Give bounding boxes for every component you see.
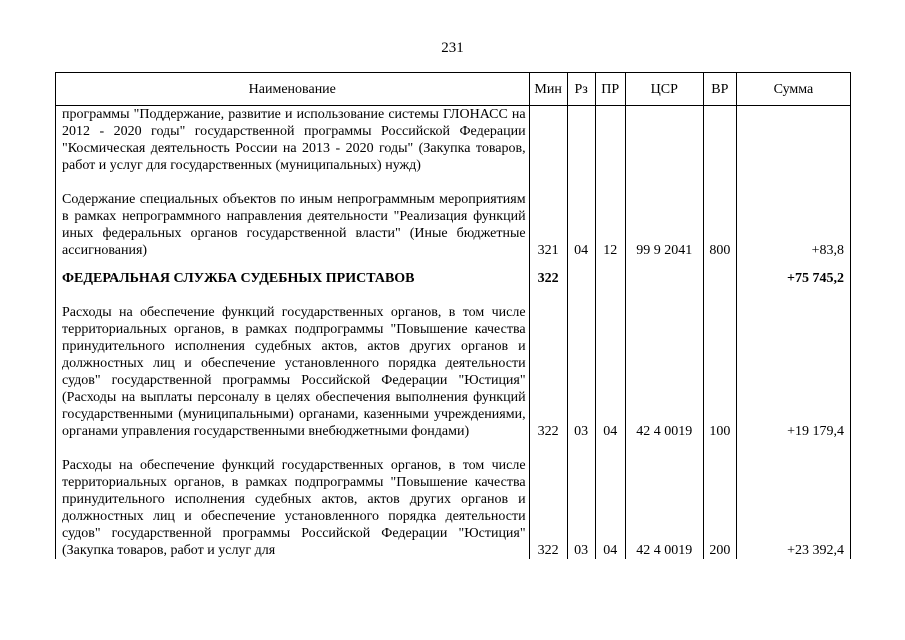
row-min: 321 [529,191,567,259]
row-csr [625,270,703,287]
row-name: Расходы на обеспечение функций государственных органов, в том числе территориальных органов, в рамках подпрограммы "Повышение качества принудительного исполнения судебных актов, актов других органов и должностных лиц и обеспечение установленного порядка деятельности судов" государственной программы Российской Федерации "Юстиция" (Закупка товаров, работ и услуг для [56,457,530,559]
header-csr: ЦСР [625,73,703,106]
row-sum: +75 745,2 [736,270,850,287]
row-rz [567,270,595,287]
row-spacer [56,440,851,457]
row-vr: 800 [703,191,736,259]
row-sum: +83,8 [736,191,850,259]
table-row [56,304,851,440]
row-pr: 12 [595,191,625,259]
row-min: 322 [529,304,567,440]
row-pr [595,270,625,287]
row-spacer [56,287,851,304]
row-name: Содержание специальных объектов по иным непрограммным мероприятиям в рамках непрограммного направления деятельности "Реализация функций иных федеральных органов государственной власти" (Иные бюджетные ассигнования) [56,191,530,259]
row-sum: +23 392,4 [736,457,850,559]
header-sum: Сумма [736,73,850,106]
table-row [56,191,851,259]
table-row [56,457,851,559]
header-pr: ПР [595,73,625,106]
table-header-row [56,73,851,106]
row-vr: 100 [703,304,736,440]
header-name: Наименование [56,73,530,106]
row-csr: 42 4 0019 [625,457,703,559]
table-row-section [56,270,851,287]
row-min: 322 [529,457,567,559]
row-sum: +19 179,4 [736,304,850,440]
row-spacer [56,259,851,270]
row-min [529,106,567,175]
row-pr: 04 [595,457,625,559]
row-name: программы "Поддержание, развитие и использование системы ГЛОНАСС на 2012 - 2020 годы" государственной программы Российской Федерации "Космическая деятельность России на 2013 - 2020 годы" (Закупка товаров, работ и услуг для государственных (муниципальных) нужд) [56,106,530,175]
row-vr [703,106,736,175]
row-vr: 200 [703,457,736,559]
row-pr: 04 [595,304,625,440]
page-number: 231 [441,40,464,56]
row-pr [595,106,625,175]
header-vr: ВР [703,73,736,106]
row-name: Расходы на обеспечение функций государственных органов, в том числе территориальных органов, в рамках подпрограммы "Повышение качества принудительного исполнения судебных актов, актов других органов и должностных лиц и обеспечение установленного порядка деятельности судов" государственной программы Российской Федерации "Юстиция" (Расходы на выплаты персоналу в целях обеспечения выполнения функций государственными (муниципальными) органами, казенными учреждениями, органами управления государственными внебюджетными фондами) [56,304,530,440]
row-csr [625,106,703,175]
section-title: ФЕДЕРАЛЬНАЯ СЛУЖБА СУДЕБНЫХ ПРИСТАВОВ [56,270,530,287]
row-spacer [56,174,851,191]
row-min: 322 [529,270,567,287]
row-rz: 04 [567,191,595,259]
row-vr [703,270,736,287]
row-sum [736,106,850,175]
header-rz: Рз [567,73,595,106]
row-rz [567,106,595,175]
row-csr: 99 9 2041 [625,191,703,259]
table-row [56,106,851,175]
row-rz: 03 [567,304,595,440]
row-rz: 03 [567,457,595,559]
header-min: Мин [529,73,567,106]
row-csr: 42 4 0019 [625,304,703,440]
budget-table [55,72,851,559]
